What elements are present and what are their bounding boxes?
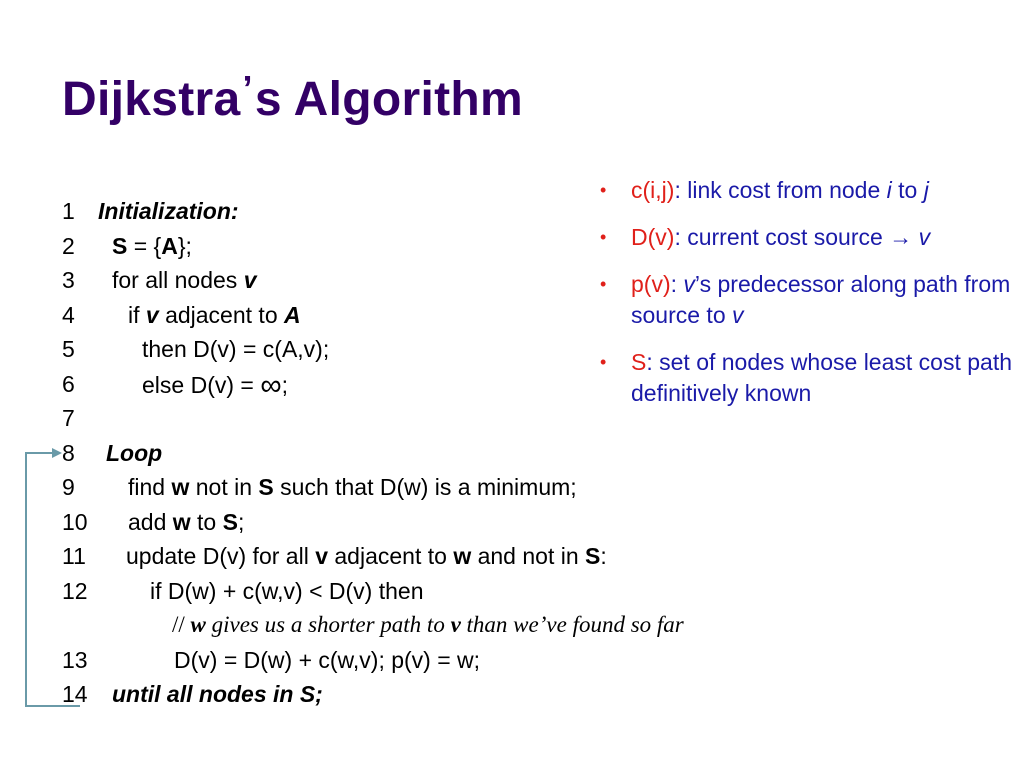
code-text: add w to S; (128, 508, 245, 535)
code-text: update D(v) for all v adjacent to w and not in S: (126, 543, 607, 569)
code-text: Loop (106, 439, 163, 466)
code-text: find w not in S such that D(w) is a minimum; (128, 474, 577, 500)
line-number: 1 (62, 198, 75, 224)
title-rest: s Algorithm (254, 73, 524, 126)
bullet-set-s: • S: set of nodes whose least cost path definitively known (600, 349, 1013, 406)
bullet-predecessor: • p(v): v’s predecessor along path from source to v (600, 271, 1011, 328)
infinity-symbol: ∞ (260, 368, 282, 402)
bullet-dot-icon: • (600, 180, 607, 200)
line-number: 6 (62, 370, 75, 397)
code-text: for all nodes v (112, 267, 257, 293)
line-number: 11 (62, 543, 86, 569)
line-number: 8 (62, 439, 75, 466)
line-number: 4 (62, 301, 75, 328)
line-number: 2 (62, 232, 75, 259)
bullet-dot-icon: • (600, 227, 607, 247)
code-text: Initialization: (98, 198, 239, 224)
bullet-link-cost: • c(i,j): link cost from node i to j (600, 175, 1020, 206)
title-main: Dijkstra (62, 73, 241, 126)
line-number: 3 (62, 267, 75, 293)
bullet-current-cost: • D(v): current cost source → v (600, 222, 1020, 253)
code-text: S = {A}; (112, 232, 192, 259)
legend-bullets (600, 175, 1020, 425)
line-number: 10 (62, 508, 88, 535)
code-text: then D(v) = c(A,v); (142, 336, 330, 362)
code-text: until all nodes in S; (112, 681, 323, 707)
line-number: 7 (62, 405, 75, 431)
code-text: if D(w) + c(w,v) < D(v) then (150, 577, 424, 604)
title-apostrophe: ’ (242, 68, 253, 109)
arrow-right-icon: → (889, 224, 913, 250)
code-text: else D(v) = ∞; (142, 368, 289, 402)
line-number: 14 (62, 681, 88, 707)
code-text: D(v) = D(w) + c(w,v); p(v) = w; (174, 646, 481, 673)
bullet-dot-icon: • (600, 274, 607, 294)
line-number: 12 (62, 577, 88, 604)
bullet-dot-icon: • (600, 352, 607, 372)
line-number: 13 (62, 646, 88, 673)
code-text: if v adjacent to A (128, 301, 301, 328)
comment-text: // w gives us a shorter path to v than we’ve found so far (172, 612, 684, 637)
line-number: 9 (62, 474, 75, 500)
line-number: 5 (62, 336, 75, 362)
